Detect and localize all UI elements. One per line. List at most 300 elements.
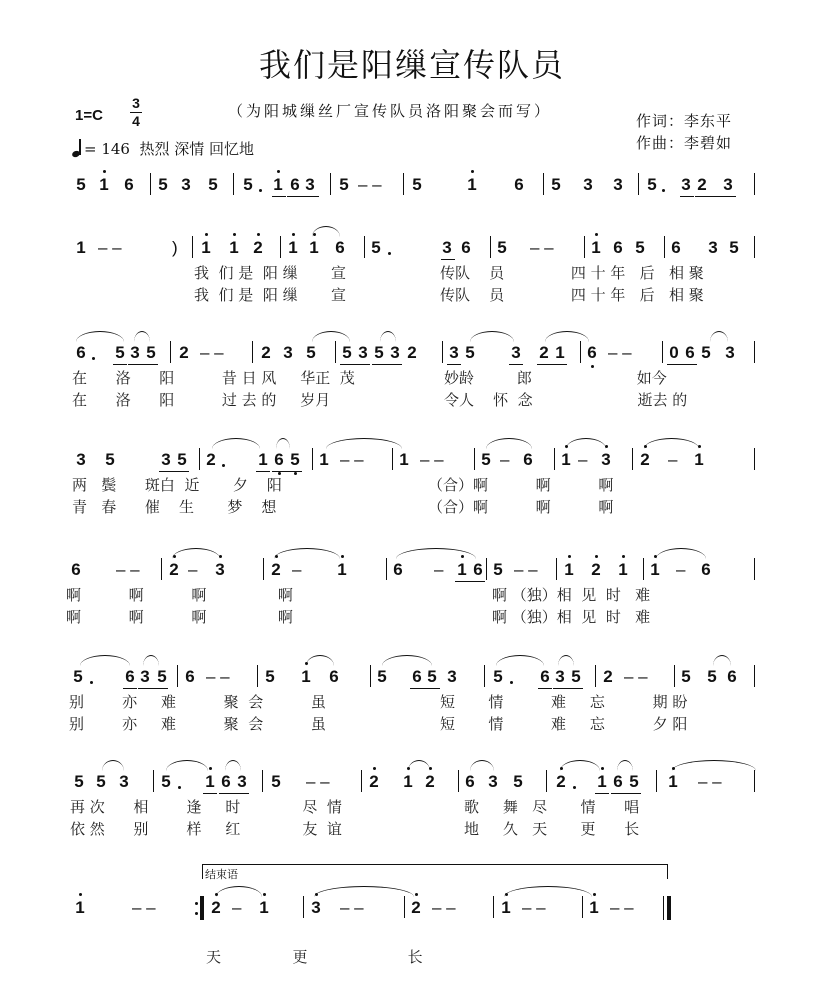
barline — [335, 341, 336, 363]
slur — [76, 331, 124, 342]
slur — [713, 655, 731, 666]
barline — [754, 236, 755, 258]
sustain-dash: – – — [98, 238, 122, 257]
note: 1 — [98, 175, 110, 195]
note: 6 — [124, 175, 134, 194]
slur — [408, 760, 430, 771]
note: 6 — [465, 772, 475, 791]
note: 5 — [497, 238, 507, 257]
barline — [632, 448, 633, 470]
note: 5 — [707, 667, 717, 686]
high-octave-dot — [79, 893, 82, 896]
note: 3 — [214, 560, 226, 580]
sustain-dash: – – — [610, 898, 634, 917]
note: 3 — [681, 175, 691, 194]
note: 1 — [228, 238, 240, 258]
barline — [312, 448, 313, 470]
note: 1 — [300, 667, 312, 687]
note: 2 — [206, 450, 216, 469]
note: 5 — [271, 772, 281, 791]
augmentation-dot — [573, 786, 576, 789]
note: 5 — [289, 450, 301, 470]
slur — [617, 760, 633, 771]
note: 3 — [119, 772, 129, 791]
barline — [490, 236, 491, 258]
sustain-dash: – – — [514, 560, 538, 579]
lyric-line: 传队 员 四 十 年 后 相 聚 — [440, 286, 704, 304]
beam-underline — [538, 688, 552, 689]
sustain-dash: – – — [358, 175, 382, 194]
high-octave-dot — [415, 893, 418, 896]
beam-underline — [455, 581, 485, 582]
note: 5 — [635, 238, 645, 257]
sustain-dash: – — [292, 560, 302, 579]
note: 5 — [339, 175, 349, 194]
final-barline-thick — [667, 896, 671, 920]
note: 5 — [729, 238, 739, 257]
note: 5 — [177, 450, 187, 469]
lyric-line: 青 春 催 生 梦 想 — [72, 498, 277, 516]
lyric-line: 妙龄 郎 如今 — [444, 369, 667, 387]
note: 1 — [466, 175, 478, 195]
note: 3 — [555, 667, 565, 686]
slur — [134, 331, 150, 342]
note: 5 — [647, 175, 657, 194]
note: 2 — [179, 343, 189, 362]
slur — [470, 760, 494, 771]
sustain-dash: – – — [608, 343, 632, 362]
note: 3 — [305, 175, 315, 194]
note: 6 — [514, 175, 524, 194]
slur — [314, 886, 414, 897]
lyric-line: 传队 员 四 十 年 后 相 聚 — [440, 264, 704, 282]
barline — [233, 173, 234, 195]
note: 1 — [617, 560, 629, 580]
slur — [396, 548, 476, 559]
slur — [172, 548, 220, 559]
note: 5 — [513, 772, 523, 791]
note: 1 — [272, 175, 284, 195]
beam-underline — [128, 364, 158, 365]
sustain-dash: – — [500, 450, 510, 469]
lyric-line: 我 们 是 阳 缫 宣 — [194, 264, 346, 282]
note: 1 — [555, 343, 565, 362]
song-title: 我们是阳缫宣传队员 — [258, 46, 565, 84]
beam-underline — [553, 688, 583, 689]
barline — [263, 558, 264, 580]
note: 6 — [586, 343, 598, 363]
barline — [252, 341, 253, 363]
tempo-mood: 热烈 深情 回忆地 — [139, 140, 255, 158]
barline — [580, 341, 581, 363]
slur — [672, 760, 756, 771]
sustain-dash: – – — [206, 667, 230, 686]
beam-underline — [667, 364, 697, 365]
song-subtitle: （为阳城缫丝厂宣传队员洛阳聚会而写） — [228, 102, 553, 120]
note: 5 — [105, 450, 115, 469]
barline — [554, 448, 555, 470]
beam-underline — [372, 364, 402, 365]
note: 5 — [571, 667, 581, 686]
note: 3 — [708, 238, 718, 257]
sustain-dash: ) — [172, 238, 178, 257]
high-octave-dot — [568, 555, 571, 558]
note: 1 — [258, 898, 270, 918]
barline — [280, 236, 281, 258]
note: 5 — [265, 667, 275, 686]
note: 1 — [667, 772, 679, 792]
slur — [312, 226, 340, 237]
slur — [710, 331, 728, 342]
slur — [80, 655, 130, 666]
note: 1 — [336, 560, 348, 580]
note: 6 — [613, 238, 623, 257]
lyric-line: 歌 舞 尽 情 唱 — [464, 798, 640, 816]
barline — [474, 448, 475, 470]
note: 5 — [701, 343, 711, 362]
note: 3 — [449, 343, 459, 362]
high-octave-dot — [471, 170, 474, 173]
time-signature-bottom: 4 — [132, 113, 140, 129]
note: 5 — [74, 772, 84, 791]
note: 1 — [588, 898, 600, 918]
augmentation-dot — [178, 786, 181, 789]
note: 5 — [377, 667, 387, 686]
barline — [458, 770, 459, 792]
lyric-line: 啊 （独）相 见 时 难 — [492, 608, 651, 626]
note: 6 — [701, 560, 711, 579]
sustain-dash: – — [434, 560, 444, 579]
note: 1 — [204, 772, 216, 792]
lyric-line: 短 情 难 忘 期 盼 — [440, 693, 688, 711]
ending-bracket — [202, 864, 668, 879]
barline — [150, 173, 151, 195]
barline — [754, 665, 755, 687]
note: 1 — [693, 450, 705, 470]
slur — [166, 760, 208, 771]
low-octave-dot — [294, 472, 297, 475]
slur — [274, 548, 340, 559]
high-octave-dot — [103, 170, 106, 173]
barline — [403, 173, 404, 195]
note: 1 — [596, 772, 608, 792]
note: 5 — [551, 175, 561, 194]
beam-underline — [509, 364, 523, 365]
note: 6 — [329, 667, 339, 686]
lyric-line: 两 鬓 斑白 近 夕 阳 — [72, 476, 282, 494]
high-octave-dot — [341, 555, 344, 558]
barline — [664, 236, 665, 258]
lyric-line: 别 亦 难 聚 会 虽 — [69, 693, 326, 711]
note: 5 — [374, 343, 384, 362]
high-octave-dot — [205, 233, 208, 236]
barline — [556, 558, 557, 580]
note: 2 — [261, 343, 271, 362]
note: 5 — [76, 175, 86, 194]
slur — [470, 331, 514, 342]
note: 2 — [539, 343, 549, 362]
note: 3 — [613, 175, 623, 194]
note: 1 — [287, 238, 299, 258]
note: 6 — [613, 772, 623, 791]
note: 5 — [629, 772, 639, 791]
low-octave-dot — [278, 472, 281, 475]
final-barline-thin — [663, 896, 664, 920]
note: 6 — [540, 667, 550, 686]
barline — [364, 236, 365, 258]
note: 5 — [208, 175, 218, 194]
note: 5 — [371, 238, 381, 257]
note: 6 — [125, 667, 135, 686]
sustain-dash: – – — [522, 898, 546, 917]
note: 3 — [442, 238, 452, 257]
note: 2 — [603, 667, 613, 686]
augmentation-dot — [388, 252, 391, 255]
augmentation-dot — [92, 357, 95, 360]
barline — [361, 770, 362, 792]
note: 3 — [130, 343, 140, 362]
note: 2 — [252, 238, 264, 258]
beam-underline — [695, 196, 736, 197]
barline — [584, 236, 585, 258]
beam-underline — [611, 793, 641, 794]
note: 2 — [210, 898, 222, 918]
note: 0 — [669, 343, 679, 362]
tempo-value: = 146 — [84, 140, 130, 158]
repeat-dot — [195, 902, 198, 905]
barline — [754, 341, 755, 363]
lyric-line: （合）啊 啊 啊 — [428, 498, 614, 516]
note: 5 — [96, 772, 106, 791]
barline — [442, 341, 443, 363]
note: 6 — [273, 450, 285, 470]
slur — [504, 886, 592, 897]
note: 3 — [488, 772, 498, 791]
lyric-line: 别 亦 难 聚 会 虽 — [69, 715, 326, 733]
sustain-dash: – — [188, 560, 198, 579]
note: 5 — [342, 343, 352, 362]
ending-label: 结束语 — [205, 868, 238, 881]
barline — [177, 665, 178, 687]
slur — [225, 760, 241, 771]
note: 3 — [181, 175, 191, 194]
note: 6 — [290, 175, 300, 194]
beam-underline — [123, 688, 137, 689]
slur — [560, 760, 600, 771]
note: 5 — [146, 343, 156, 362]
barline — [303, 896, 304, 918]
note: 5 — [412, 175, 422, 194]
barline — [754, 173, 755, 195]
lyric-line: 在 洛 阳 昔 日 风 华正 茂 — [72, 369, 355, 387]
note: 3 — [76, 450, 86, 469]
lyric-line: 依 然 别 样 红 友 谊 — [70, 820, 342, 838]
lyric-line: 啊 啊 啊 啊 — [66, 608, 293, 626]
augmentation-dot — [222, 464, 225, 467]
sustain-dash: – – — [340, 450, 364, 469]
note: 6 — [76, 343, 86, 362]
barline — [543, 173, 544, 195]
note: 5 — [465, 343, 475, 362]
barline — [330, 173, 331, 195]
note: 2 — [407, 343, 417, 362]
beam-underline — [441, 259, 455, 260]
slur — [143, 655, 159, 666]
repeat-barline — [200, 896, 204, 920]
note: 1 — [402, 772, 414, 792]
lyricist: 作词：李东平 — [636, 112, 733, 130]
note: 2 — [368, 772, 380, 792]
note: 3 — [723, 175, 733, 194]
barline — [257, 665, 258, 687]
note: 1 — [200, 238, 212, 258]
lyric-line: 再 次 相 逢 时 尽 情 — [70, 798, 342, 816]
sustain-dash: – – — [530, 238, 554, 257]
lyric-line: （合）啊 啊 啊 — [428, 476, 614, 494]
barline — [546, 770, 547, 792]
note: 2 — [424, 772, 436, 792]
note: 2 — [697, 175, 707, 194]
barline — [754, 770, 755, 792]
barline — [161, 558, 162, 580]
note: 5 — [493, 560, 503, 579]
barline — [484, 665, 485, 687]
barline — [153, 770, 154, 792]
note: 2 — [168, 560, 180, 580]
slur — [312, 331, 350, 342]
beam-underline — [287, 196, 319, 197]
beam-underline — [537, 364, 567, 365]
note: 3 — [725, 343, 735, 362]
high-octave-dot — [292, 233, 295, 236]
note: 6 — [685, 343, 695, 362]
slur — [306, 655, 334, 666]
note: 1 — [456, 560, 468, 580]
beam-underline — [272, 471, 302, 472]
augmentation-dot — [662, 189, 665, 192]
note: 1 — [258, 450, 268, 469]
note: 3 — [358, 343, 368, 362]
beam-underline — [595, 793, 609, 794]
note: 5 — [157, 667, 167, 686]
note: 5 — [73, 667, 83, 686]
lyric-line: 啊 啊 啊 啊 — [66, 586, 293, 604]
barline — [192, 236, 193, 258]
note: 3 — [310, 898, 322, 918]
note: 3 — [161, 450, 171, 469]
note: 3 — [600, 450, 612, 470]
barline — [370, 665, 371, 687]
note: 3 — [511, 343, 521, 362]
slur — [380, 331, 396, 342]
beam-underline — [272, 196, 286, 197]
note: 1 — [319, 450, 329, 469]
note: 2 — [590, 560, 602, 580]
quarter-note-icon — [72, 139, 84, 157]
note: 1 — [590, 238, 602, 258]
lyric-line: 令人 怀 念 逝去 的 — [444, 391, 688, 409]
note: 1 — [74, 898, 86, 918]
lyric-line: 天 更 长 — [206, 948, 423, 966]
note: 3 — [390, 343, 400, 362]
note: 3 — [447, 667, 457, 686]
beam-underline — [256, 471, 270, 472]
barline — [486, 558, 487, 580]
high-octave-dot — [263, 893, 266, 896]
barline — [754, 558, 755, 580]
slur — [212, 438, 260, 449]
barline — [199, 448, 200, 470]
slur — [102, 760, 124, 771]
beam-underline — [447, 364, 461, 365]
note: 6 — [671, 238, 681, 257]
note: 1 — [649, 560, 661, 580]
barline — [674, 665, 675, 687]
note: 5 — [115, 343, 125, 362]
note: 6 — [461, 238, 471, 257]
augmentation-dot — [259, 189, 262, 192]
barline — [392, 448, 393, 470]
note: 1 — [399, 450, 409, 469]
high-octave-dot — [595, 233, 598, 236]
barline — [493, 896, 494, 918]
slur — [496, 655, 544, 666]
sustain-dash: – – — [698, 772, 722, 791]
note: 6 — [412, 667, 422, 686]
sustain-dash: – — [668, 450, 678, 469]
beam-underline — [159, 471, 189, 472]
note: 3 — [283, 343, 293, 362]
high-octave-dot — [209, 767, 212, 770]
time-signature-top: 3 — [132, 95, 140, 111]
note: 3 — [583, 175, 593, 194]
note: 5 — [681, 667, 691, 686]
barline — [595, 665, 596, 687]
lyric-line: 地 久 天 更 长 — [464, 820, 640, 838]
sustain-dash: – – — [340, 898, 364, 917]
sustain-dash: – – — [116, 560, 140, 579]
barline — [262, 770, 263, 792]
key-signature: 1=C — [75, 107, 103, 124]
note: 1 — [76, 238, 86, 257]
repeat-dot — [195, 912, 198, 915]
sustain-dash: – – — [306, 772, 330, 791]
credits — [636, 110, 732, 154]
high-octave-dot — [233, 233, 236, 236]
note: 6 — [221, 772, 231, 791]
note: 2 — [555, 772, 567, 792]
composer: 作曲：李碧如 — [636, 134, 733, 152]
sustain-dash: – – — [132, 898, 156, 917]
augmentation-dot — [90, 681, 93, 684]
barline — [386, 558, 387, 580]
note: 6 — [71, 560, 81, 579]
barline — [170, 341, 171, 363]
beam-underline — [203, 793, 217, 794]
note: 6 — [727, 667, 737, 686]
note: 1 — [308, 238, 320, 258]
high-octave-dot — [257, 233, 260, 236]
barline — [656, 770, 657, 792]
slur — [326, 438, 402, 449]
slur — [276, 438, 290, 449]
lyric-line: 啊 （独）相 见 时 难 — [492, 586, 651, 604]
note: 2 — [639, 450, 651, 470]
barline — [638, 173, 639, 195]
barline — [643, 558, 644, 580]
barline — [404, 896, 405, 918]
note: 1 — [563, 560, 575, 580]
